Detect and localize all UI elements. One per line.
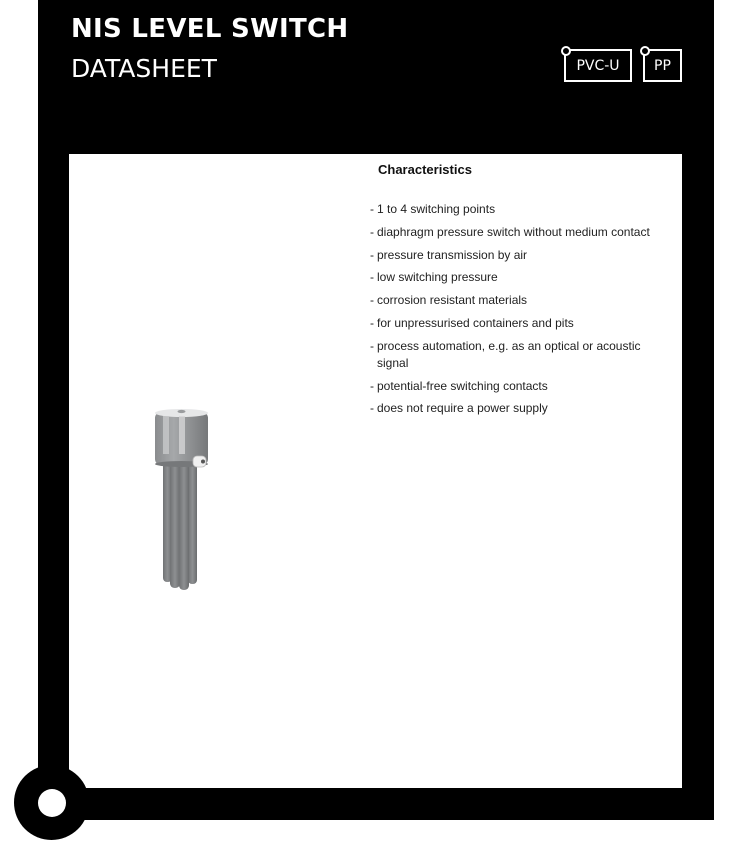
badge-pin-icon	[561, 46, 571, 56]
document-subtitle: DATASHEET	[71, 54, 217, 83]
corner-hole	[38, 789, 66, 817]
material-badge-pvc-u	[564, 49, 632, 82]
list-item: - pressure transmission by air	[370, 247, 670, 264]
list-item: - low switching pressure	[370, 269, 670, 286]
list-item: - does not require a power supply	[370, 400, 670, 417]
characteristics-list	[370, 201, 670, 423]
list-item: - process automation, e.g. as an optical or acoustic signal	[370, 338, 670, 372]
material-badge-label: PP	[654, 57, 671, 74]
list-item: - diaphragm pressure switch without medium contact	[370, 224, 670, 241]
list-item: - for unpressurised containers and pits	[370, 315, 670, 332]
air-connector-icon	[193, 456, 206, 467]
list-item: - 1 to 4 switching points	[370, 201, 670, 218]
level-switch-product-image	[150, 402, 220, 594]
characteristics-heading: Characteristics	[378, 162, 472, 177]
list-item: - potential-free switching contacts	[370, 378, 670, 395]
probe-tubes	[163, 462, 197, 590]
document-title: NIS LEVEL SWITCH	[71, 14, 349, 44]
material-badge-label: PVC-U	[576, 57, 620, 74]
badge-pin-icon	[640, 46, 650, 56]
list-item: - corrosion resistant materials	[370, 292, 670, 309]
material-badge-pp	[643, 49, 682, 82]
